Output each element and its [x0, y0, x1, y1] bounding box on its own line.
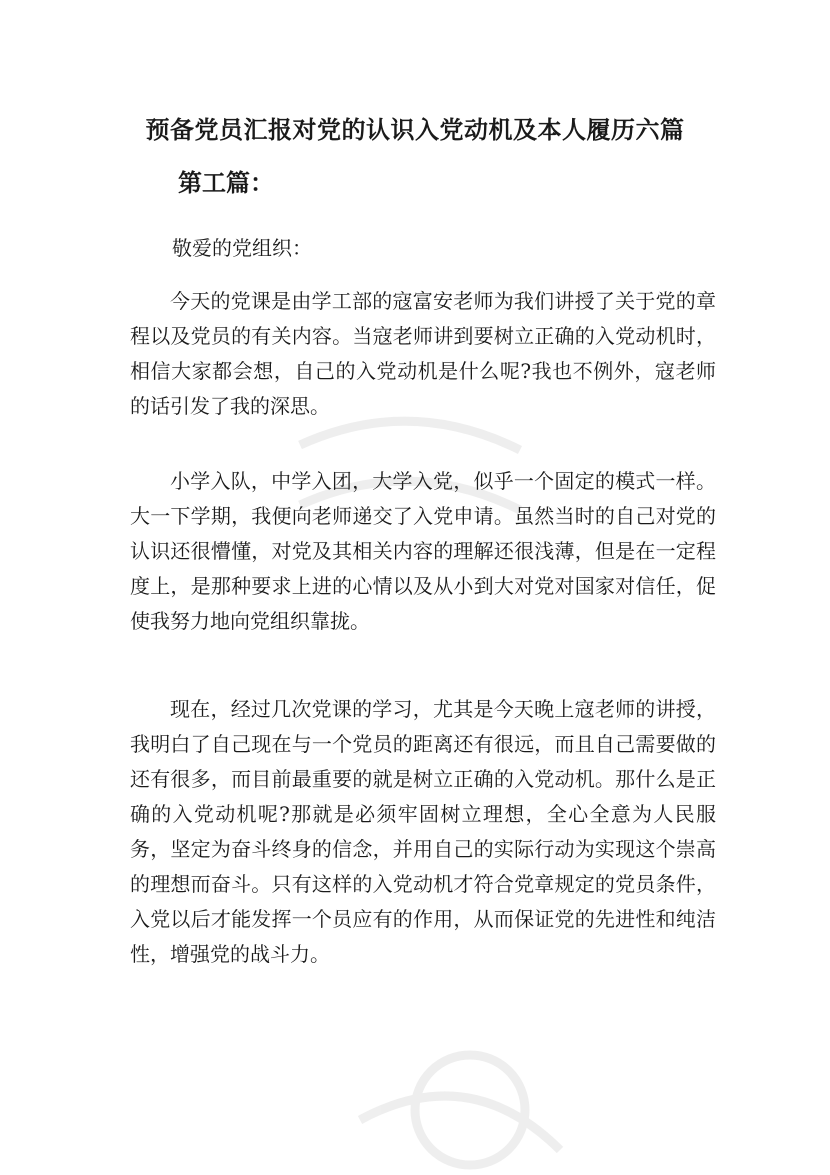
document-title: 预备党员汇报对党的认识入党动机及本人履历六篇 — [145, 115, 685, 144]
body-paragraph-3: 现在，经过几次党课的学习，尤其是今天晚上寇老师的讲授，我明白了自己现在与一个党员的距离还有很远，而且自己需要做的还有很多，而目前最重要的就是树立正确的入党动机。那什么是正确的入党动机呢?那就是必须牢固树立理想，全心全意为人民服务，坚定为奋斗终身的信念，并用自己的实际行动为实现这个崇高的理想而奋斗。只有这样的入党动机才符合党章规定的党员条件，入党以后才能发挥一个员应有的作用，从而保证党的先进性和纯洁性，增强党的战斗力。 — [130, 697, 716, 966]
body-paragraph-1: 今天的党课是由学工部的寇富安老师为我们讲授了关于党的章程以及党员的有关内容。当寇老师讲到要树立正确的入党动机时，相信大家都会想，自己的入党动机是什么呢?我也不例外，寇老师的话引发了我的深思。 — [130, 289, 716, 418]
section-heading: 第工篇： — [178, 168, 274, 197]
body-paragraph-2: 小学入队，中学入团，大学入党，似乎一个固定的模式一样。大一下学期，我便向老师递交了入党申请。虽然当时的自己对党的认识还很懵懂，对党及其相关内容的理解还很浅薄，但是在一定程度上，是那种要求上进的心情以及从小到大对党对国家对信任，促使我努力地向党组织靠拢。 — [130, 469, 716, 633]
salutation: 敬爱的党组织： — [172, 236, 312, 260]
